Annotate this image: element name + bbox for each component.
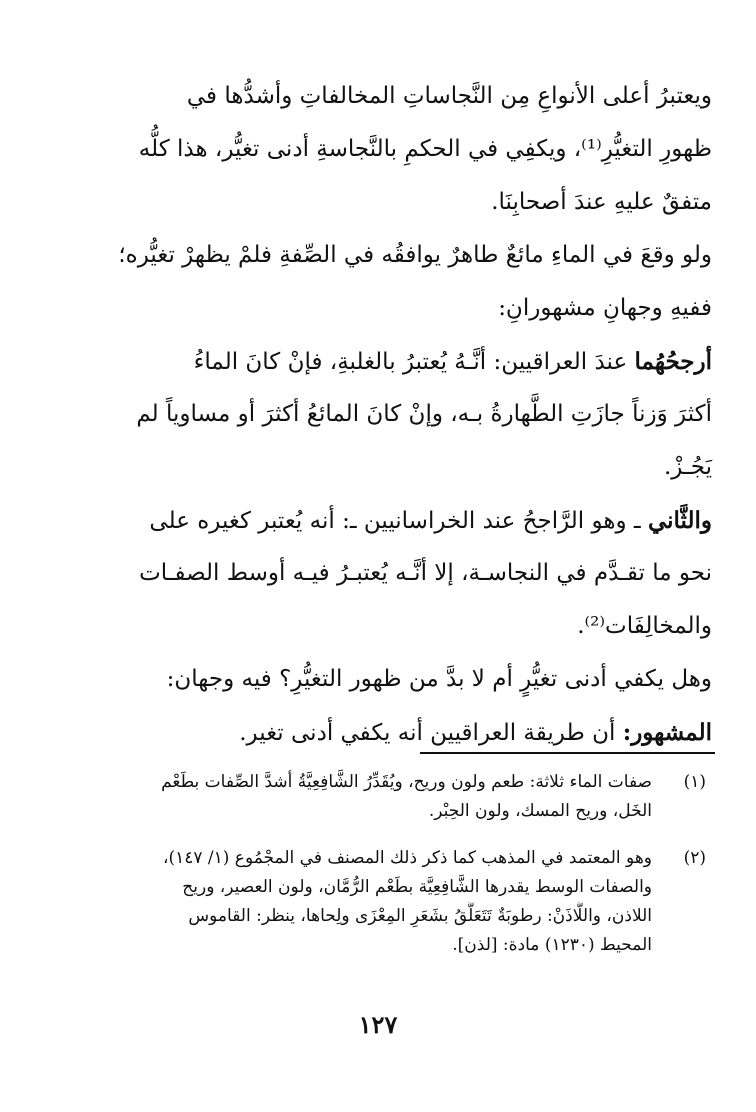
text-line: ظهورِ التغيُّرِ⁽¹⁾، ويكفِي في الحكمِ بالنَّجاسةِ أدنى تغيُّر، هذا كلُّه <box>138 136 712 162</box>
footnote-text <box>92 844 652 960</box>
text-line: ولو وقعَ في الماءِ مائعٌ طاهرٌ يوافقُه في الصِّفةِ فلمْ يظهرْ تغيُّره؛ <box>118 242 712 268</box>
page-number: ١٢٧ <box>358 1010 398 1039</box>
footnote-text <box>92 768 652 826</box>
text-line: يَجُـزْ. <box>664 454 712 480</box>
text-line: أكثرَ وَزناً جازَتِ الطَّهارةُ بـه، وإنْ كانَ المائعُ أكثرَ أو مساوياً لم <box>136 401 712 427</box>
text-fragment: عندَ العراقيين: أنَّـهُ يُعتبرُ بالغلبةِ، فإنْ كانَ الماءُ <box>193 349 635 375</box>
footnote-number: (٢) <box>683 848 706 868</box>
text-line <box>92 335 712 388</box>
footnote <box>92 844 704 960</box>
text-line: والمخالِفَات⁽²⁾. <box>577 613 712 639</box>
text-line <box>92 494 712 547</box>
text-line: ويعتبرُ أعلى الأنواعِ مِن النَّجاساتِ المخالفاتِ وأشدُّها في <box>186 83 712 109</box>
footnote-line: والصفات الوسط يقدرها الشَّافِعِيَّة بطَعْم الرُّمَّان، ولون العصير، وريح <box>182 877 652 897</box>
text-line: ففيهِ وجهانِ مشهورانِ: <box>498 295 712 321</box>
paragraph-lead: المشهور: <box>622 719 712 746</box>
text-line: وهل يكفي أدنى تغيُّرٍ أم لا بدَّ من ظهور التغيُّرِ؟ فيه وجهان: <box>166 666 712 692</box>
footnote-number: (١) <box>683 772 706 792</box>
text-fragment: ـ وهو الرَّاجحُ عند الخراسانيين ـ: أنه يُعتبر كغيره على <box>149 508 648 534</box>
paragraph-lead: والثَّاني <box>647 507 712 534</box>
footnote-line: الخَل، وريح المسك، ولون الحِبْر. <box>428 801 652 821</box>
footnote-line: وهو المعتمد في المذهب كما ذكر ذلك المصنف في المجْمُوع (١/ ١٤٧)، <box>162 848 652 868</box>
footnote-line: اللاذن، واللَّاذَنْ: رطوبَةٌ تَتَعَلَّقُ بشَعَرِ المِعْزَى ولِحاها، ينظر: القاموس <box>188 906 652 926</box>
main-text <box>92 70 712 759</box>
paragraph-lead: أرجحُهُما <box>634 348 712 375</box>
footnote <box>92 768 704 826</box>
text-line: نحو ما تقـدَّم في النجاسـة، إلا أنَّـه يُعتبـرُ فيـه أوسط الصفـات <box>139 560 712 586</box>
footnote-divider <box>420 752 715 754</box>
footnote-line: المحيط (١٢٣٠) مادة: [لذن]. <box>452 935 652 955</box>
footnote-line: صفات الماء ثلاثة: طعم ولون وريح، ويُقَدِّرُ الشَّافِعِيَّةُ أشدَّ الصِّفات بطَعْم <box>161 772 652 792</box>
text-line: متفقٌ عليهِ عندَ أصحابِنَا. <box>491 189 712 215</box>
text-fragment: أن طريقة العراقيين أنه يكفي أدنى تغير. <box>239 720 623 746</box>
